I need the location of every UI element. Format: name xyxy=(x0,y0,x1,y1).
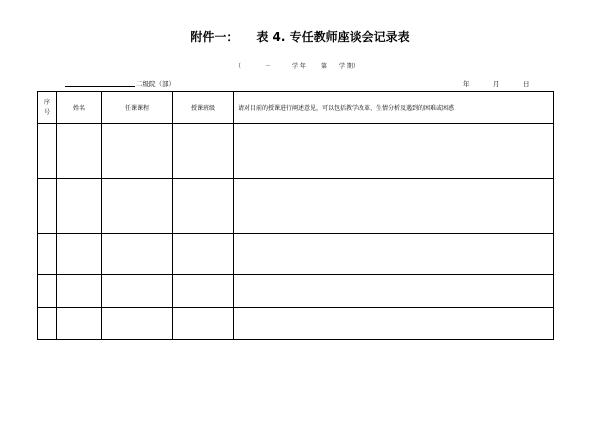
cell-course[interactable] xyxy=(102,124,173,179)
header-name: 姓名 xyxy=(57,92,102,124)
header-class: 授课班级 xyxy=(173,92,234,124)
cell-course[interactable] xyxy=(102,308,173,340)
document-title-line xyxy=(0,28,600,45)
cell-class[interactable] xyxy=(173,179,234,234)
cell-name[interactable] xyxy=(57,124,102,179)
cell-seq[interactable] xyxy=(38,275,57,308)
cell-course[interactable] xyxy=(102,179,173,234)
table-header-row xyxy=(38,92,554,124)
cell-seq[interactable] xyxy=(38,124,57,179)
table-row xyxy=(38,124,554,179)
cell-course[interactable] xyxy=(102,234,173,275)
header-seq xyxy=(38,92,57,124)
cell-course[interactable] xyxy=(102,275,173,308)
document-title: 表 4. 专任教师座谈会记录表 xyxy=(256,30,410,44)
table-row xyxy=(38,308,554,340)
cell-class[interactable] xyxy=(173,234,234,275)
cell-class[interactable] xyxy=(173,308,234,340)
department-fill-line xyxy=(65,86,135,87)
cell-comment[interactable] xyxy=(234,124,554,179)
cell-comment[interactable] xyxy=(234,308,554,340)
header-seq-line1: 序 xyxy=(43,98,50,106)
table-row xyxy=(38,275,554,308)
cell-class[interactable] xyxy=(173,124,234,179)
header-question: 请对目前的授课进行阐述意见，可以包括教学改革、生情分析及遇到的困难或困惑 xyxy=(234,92,554,124)
cell-comment[interactable] xyxy=(234,179,554,234)
department-date-row xyxy=(0,78,600,88)
subtitle-open-paren: （ xyxy=(235,63,242,70)
cell-class[interactable] xyxy=(173,275,234,308)
department-label: 二级院（部） xyxy=(136,80,175,88)
cell-name[interactable] xyxy=(57,275,102,308)
attachment-label: 附件一： xyxy=(190,30,239,44)
date-year-label: 年 xyxy=(463,80,470,88)
cell-seq[interactable] xyxy=(38,234,57,275)
cell-comment[interactable] xyxy=(234,275,554,308)
cell-name[interactable] xyxy=(57,179,102,234)
subtitle-dash: － xyxy=(265,63,272,70)
cell-name[interactable] xyxy=(57,234,102,275)
subtitle-semester: 学 期） xyxy=(339,63,359,70)
subtitle-di: 第 xyxy=(321,63,328,70)
table-row xyxy=(38,179,554,234)
date-month-label: 月 xyxy=(493,80,500,88)
teacher-symposium-record-table xyxy=(37,91,554,340)
cell-comment[interactable] xyxy=(234,234,554,275)
table-row xyxy=(38,234,554,275)
header-course: 任课课程 xyxy=(102,92,173,124)
header-seq-line2: 号 xyxy=(43,108,50,116)
cell-seq[interactable] xyxy=(38,308,57,340)
subtitle-school-year: 学 年 xyxy=(292,63,306,70)
date-day-label: 日 xyxy=(523,80,530,88)
cell-seq[interactable] xyxy=(38,179,57,234)
cell-name[interactable] xyxy=(57,308,102,340)
